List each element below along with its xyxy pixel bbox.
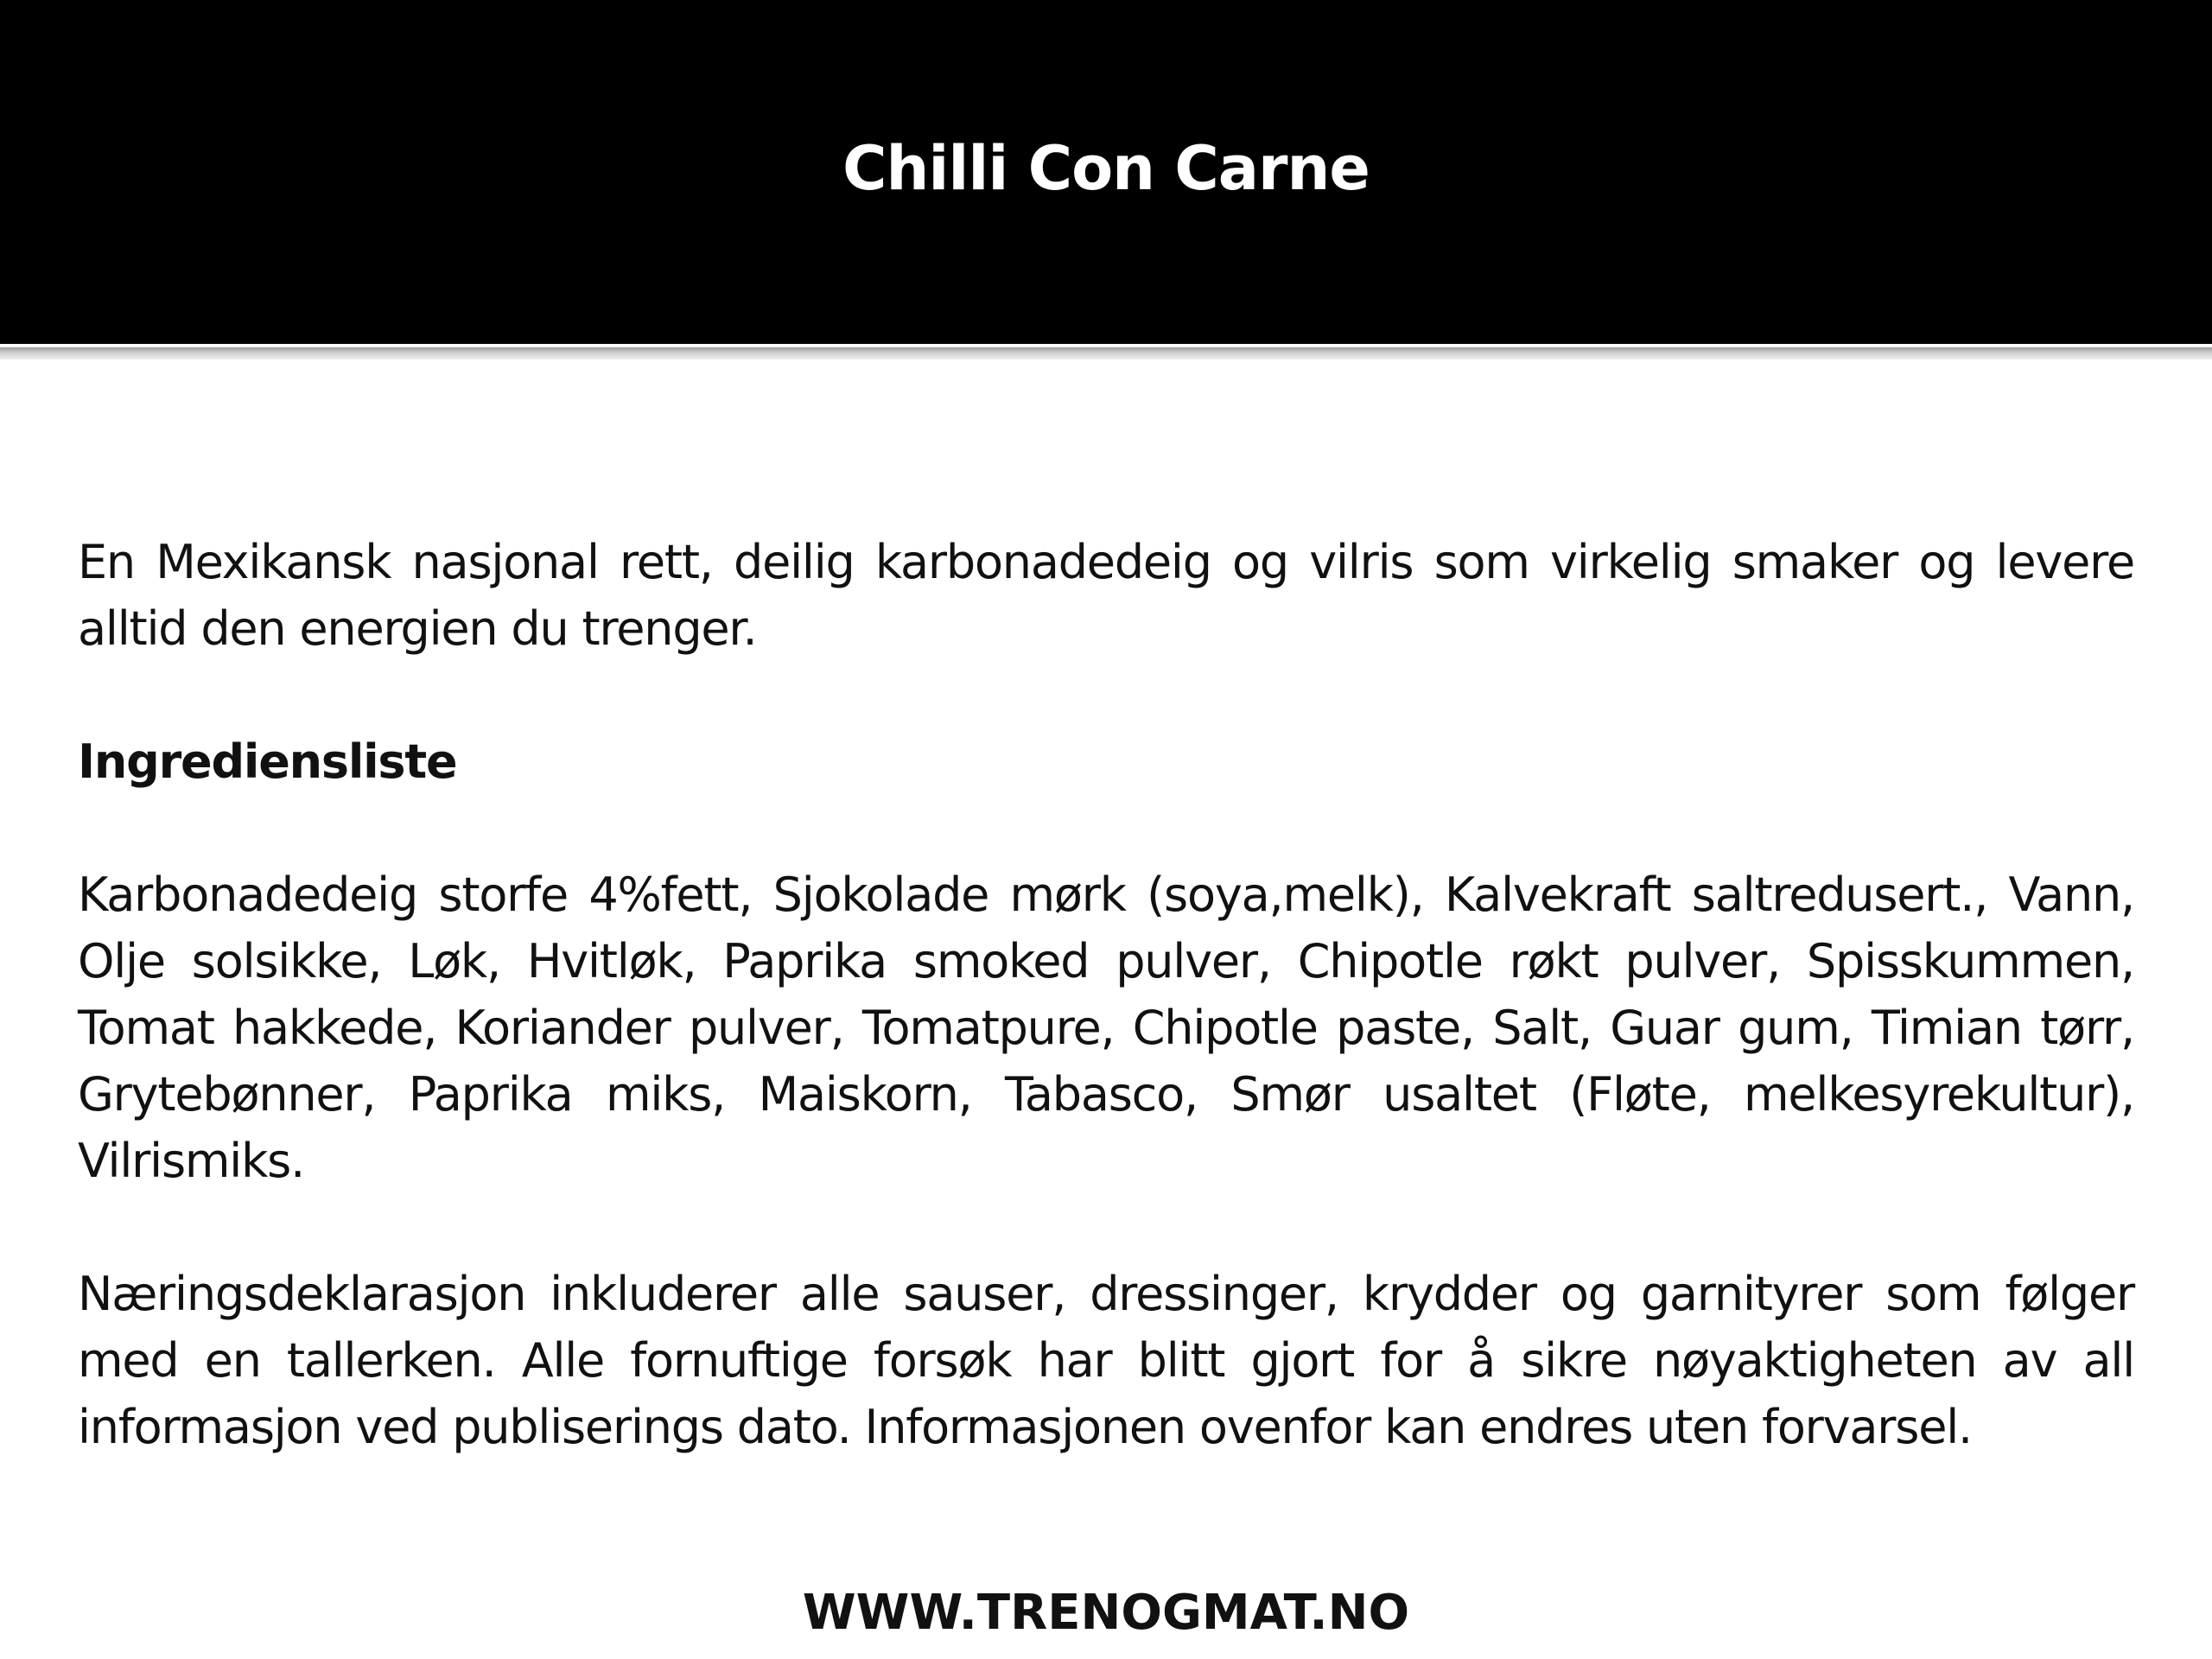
recipe-content — [78, 529, 2134, 1460]
page-title: Chilli Con Carne — [842, 133, 1370, 204]
header-divider — [0, 344, 2212, 359]
website-footer: WWW.TRENOGMAT.NO — [802, 1585, 1410, 1641]
ingredients-list: Karbonadedeig storfe 4%fett, Sjokolade mørk (soya,melk), Kalvekraft saltredusert., Vann, Olje solsikke, Løk, Hvitløk, Paprika smoked pulver, Chipotle røkt pulver, Spisskummen, Tomat hakkede, Koriander pulver, Tomatpure, Chipotle paste, Salt, Guar gum, Timian tørr, Grytebønner, Paprika miks, Maiskorn, Tabasco, Smør usaltet (Fløte, melkesyrekultur), Vilrismiks. — [78, 868, 2134, 1188]
title-banner — [0, 0, 2212, 344]
nutrition-disclaimer: Næringsdeklarasjon inkluderer alle sauser, dressinger, krydder og garnityrer som følger med en tallerken. Alle fornuftige forsøk har blitt gjort for å sikre nøyaktigheten av all informasjon ved publiserings dato. Informasjonen ovenfor kan endres uten forvarsel. — [78, 1267, 2134, 1454]
ingredients-heading: Ingrediensliste — [78, 734, 457, 789]
intro-paragraph: En Mexikansk nasjonal rett, deilig karbonadedeig og vilris som virkelig smaker og levere alltid den energien du trenger. — [78, 535, 2134, 656]
